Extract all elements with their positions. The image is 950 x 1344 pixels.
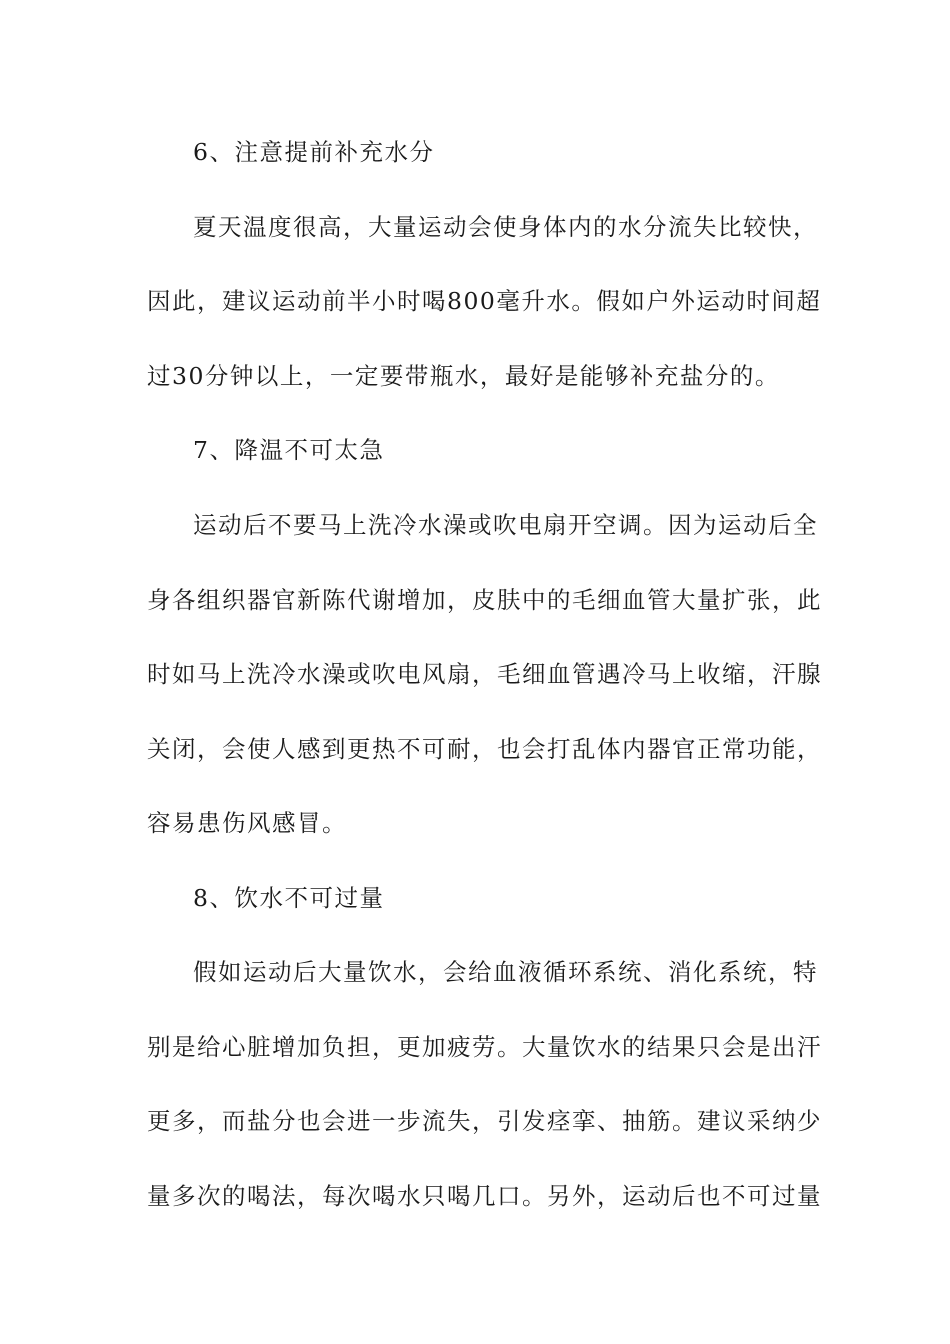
paragraph-line: 因此，建议运动前半小时喝800毫升水。假如户外运动时间超 [147, 287, 822, 315]
section-heading-8: 8、饮水不可过量 [193, 884, 385, 912]
section-heading-7: 7、降温不可太急 [193, 436, 385, 464]
paragraph-line: 量多次的喝法，每次喝水只喝几口。另外，运动后也不可过量 [147, 1182, 822, 1210]
paragraph-line: 更多，而盐分也会进一步流失，引发痉挛、抽筋。建议采纳少 [147, 1107, 822, 1135]
paragraph-line: 运动后不要马上洗冷水澡或吹电扇开空调。因为运动后全 [193, 511, 818, 539]
paragraph-line: 关闭，会使人感到更热不可耐，也会打乱体内器官正常功能， [147, 735, 822, 763]
paragraph-line: 身各组织器官新陈代谢增加，皮肤中的毛细血管大量扩张，此 [147, 586, 822, 614]
paragraph-line: 假如运动后大量饮水，会给血液循环系统、消化系统，特 [193, 958, 818, 986]
paragraph-line: 夏天温度很高，大量运动会使身体内的水分流失比较快， [193, 213, 818, 241]
section-heading-6: 6、注意提前补充水分 [193, 138, 435, 166]
paragraph-line: 时如马上洗冷水澡或吹电风扇，毛细血管遇冷马上收缩，汗腺 [147, 660, 822, 688]
paragraph-line: 别是给心脏增加负担，更加疲劳。大量饮水的结果只会是出汗 [147, 1033, 822, 1061]
paragraph-line: 过30分钟以上，一定要带瓶水，最好是能够补充盐分的。 [147, 362, 780, 390]
paragraph-line: 容易患伤风感冒。 [147, 809, 347, 837]
